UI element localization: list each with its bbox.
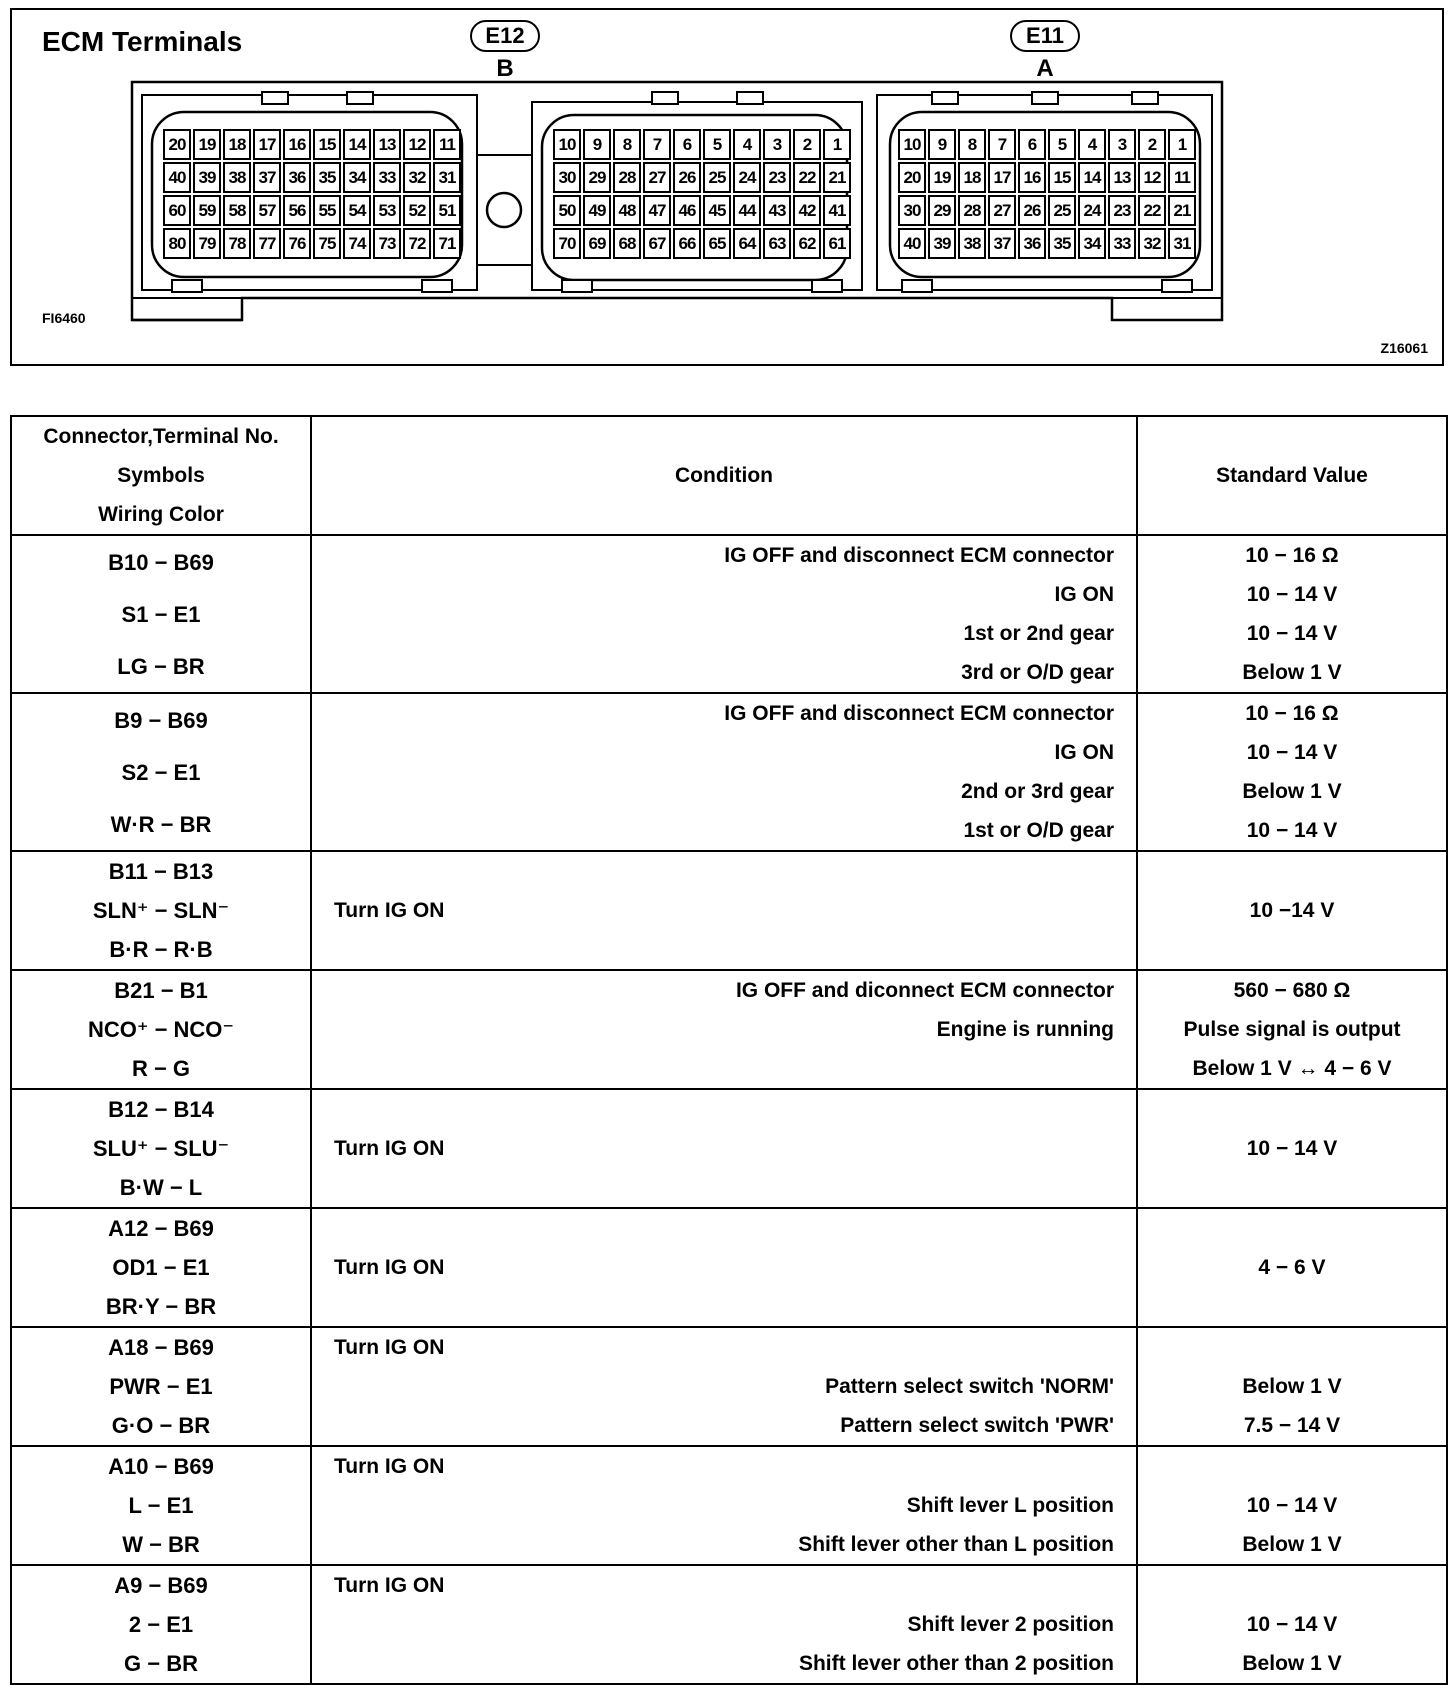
pin-cell: 16 xyxy=(283,129,311,160)
pin-cell: 74 xyxy=(343,228,371,259)
condition-line: IG OFF and disconnect ECM connector xyxy=(724,544,1114,567)
standard-value-cell xyxy=(1137,1446,1447,1565)
standard-value-line: Below 1 V xyxy=(1242,1652,1342,1675)
pin-cell: 79 xyxy=(193,228,221,259)
value-spacer xyxy=(1138,1447,1446,1486)
terminal-line: R − G xyxy=(131,1056,191,1081)
pin-cell: 15 xyxy=(1048,162,1076,193)
pin-cell: 6 xyxy=(673,129,701,160)
pin-cell: 24 xyxy=(1078,195,1106,226)
header-terminal-line1: Connector,Terminal No. xyxy=(43,425,279,448)
pin-cell: 28 xyxy=(613,162,641,193)
standard-value-line: Below 1 V xyxy=(1242,780,1342,803)
terminal-cell xyxy=(11,1208,311,1327)
pin-cell: 3 xyxy=(763,129,791,160)
terminal-line: B21 − B1 xyxy=(114,978,208,1003)
standard-value-line: 10 − 16 Ω xyxy=(1245,544,1339,567)
pin-cell: 39 xyxy=(193,162,221,193)
pin-cell: 43 xyxy=(763,195,791,226)
value-spacer xyxy=(1138,1566,1446,1605)
pin-cell: 7 xyxy=(643,129,671,160)
pin-cell: 28 xyxy=(958,195,986,226)
pin-cell: 24 xyxy=(733,162,761,193)
standard-value-cell xyxy=(1137,851,1447,970)
condition-line: 3rd or O/D gear xyxy=(961,661,1114,684)
pin-cell: 69 xyxy=(583,228,611,259)
condition-cell xyxy=(311,693,1137,851)
standard-value-line: Below 1 V ↔ 4 − 6 V xyxy=(1192,1057,1392,1080)
pin-cell: 49 xyxy=(583,195,611,226)
pin-cell: 5 xyxy=(1048,129,1076,160)
condition-line: 1st or 2nd gear xyxy=(963,622,1114,645)
condition-cell xyxy=(311,851,1137,970)
terminal-line: W·R − BR xyxy=(110,811,212,837)
standard-value-line: Below 1 V xyxy=(1242,1533,1342,1556)
connector-b-letter: B xyxy=(496,55,514,82)
pin-cell: 4 xyxy=(733,129,761,160)
pin-cell: 34 xyxy=(343,162,371,193)
standard-value-line: 10 − 14 V xyxy=(1246,622,1338,645)
diagram-title: ECM Terminals xyxy=(42,26,243,57)
table-row xyxy=(11,970,1447,1089)
pin-cell: 53 xyxy=(373,195,401,226)
pin-cell: 45 xyxy=(703,195,731,226)
condition-line: Shift lever other than 2 position xyxy=(798,1652,1114,1675)
standard-value-line: 10 − 14 V xyxy=(1246,583,1338,606)
pin-cell: 37 xyxy=(988,228,1016,259)
pin-cell: 34 xyxy=(1078,228,1106,259)
pin-cell: 2 xyxy=(1138,129,1166,160)
terminal-cell xyxy=(11,693,311,851)
header-terminal xyxy=(11,416,311,535)
terminal-cell xyxy=(11,535,311,693)
pin-cell: 23 xyxy=(1108,195,1136,226)
terminal-line: OD1 − E1 xyxy=(112,1255,210,1280)
terminal-line: B·W − L xyxy=(119,1175,203,1200)
condition-line: Engine is running xyxy=(936,1018,1114,1041)
standard-value-line: Pulse signal is output xyxy=(1183,1018,1401,1041)
pin-cell: 18 xyxy=(223,129,251,160)
terminal-line: SLN⁺ − SLN⁻ xyxy=(92,898,230,923)
terminal-line: W − BR xyxy=(122,1532,200,1557)
pin-cell: 46 xyxy=(673,195,701,226)
table-row xyxy=(11,1446,1447,1565)
pin-cell: 4 xyxy=(1078,129,1106,160)
ecm-terminal-diagram xyxy=(10,8,1444,366)
pin-cell: 62 xyxy=(793,228,821,259)
terminal-line: B·R − R·B xyxy=(109,937,213,962)
condition-cell xyxy=(311,1446,1137,1565)
pin-cell: 35 xyxy=(313,162,341,193)
condition-line: Pattern select switch 'NORM' xyxy=(825,1375,1114,1398)
condition-head: Turn IG ON xyxy=(334,899,445,922)
terminal-line: S2 − E1 xyxy=(121,759,201,785)
pin-cell: 21 xyxy=(1168,195,1196,226)
pin-cell: 9 xyxy=(928,129,956,160)
standard-value-cell xyxy=(1137,1327,1447,1446)
pin-cell: 68 xyxy=(613,228,641,259)
pin-cell: 19 xyxy=(928,162,956,193)
pin-cell: 32 xyxy=(403,162,431,193)
condition-cell xyxy=(311,535,1137,693)
pin-cell: 31 xyxy=(1168,228,1196,259)
terminal-line: S1 − E1 xyxy=(121,601,201,627)
pin-cell: 40 xyxy=(163,162,191,193)
standard-value-line: 10 − 14 V xyxy=(1246,741,1338,764)
terminal-line: B10 − B69 xyxy=(108,549,214,575)
pin-cell: 12 xyxy=(1138,162,1166,193)
pin-cell: 15 xyxy=(313,129,341,160)
pin-cell: 72 xyxy=(403,228,431,259)
pin-cell: 19 xyxy=(193,129,221,160)
figure-code-right: Z16061 xyxy=(1380,340,1428,356)
condition-cell xyxy=(311,970,1137,1089)
pin-cell: 29 xyxy=(928,195,956,226)
standard-value-line: 560 − 680 Ω xyxy=(1233,979,1351,1002)
pin-cell: 25 xyxy=(1048,195,1076,226)
pin-cell: 67 xyxy=(643,228,671,259)
standard-value-line: 10 − 16 Ω xyxy=(1245,702,1339,725)
pin-cell: 59 xyxy=(193,195,221,226)
figure-code-left: FI6460 xyxy=(42,310,86,326)
terminal-cell xyxy=(11,970,311,1089)
pin-cell: 3 xyxy=(1108,129,1136,160)
pin-cell: 20 xyxy=(163,129,191,160)
pin-cell: 7 xyxy=(988,129,1016,160)
terminal-line: A10 − B69 xyxy=(108,1454,214,1479)
pin-cell: 73 xyxy=(373,228,401,259)
terminal-line: NCO⁺ − NCO⁻ xyxy=(87,1017,235,1042)
pin-cell: 51 xyxy=(433,195,461,226)
standard-value-line: Below 1 V xyxy=(1242,661,1342,684)
terminal-line: B11 − B13 xyxy=(108,859,214,884)
condition-line: 2nd or 3rd gear xyxy=(961,780,1114,803)
pin-cell: 1 xyxy=(1168,129,1196,160)
standard-value-cell xyxy=(1137,1565,1447,1684)
condition-line: IG ON xyxy=(1054,741,1114,764)
pin-cell: 14 xyxy=(1078,162,1106,193)
condition-line: Pattern select switch 'PWR' xyxy=(840,1414,1114,1437)
pin-cell: 31 xyxy=(433,162,461,193)
pin-cell: 44 xyxy=(733,195,761,226)
table-row xyxy=(11,851,1447,970)
pin-cell: 48 xyxy=(613,195,641,226)
terminal-line: SLU⁺ − SLU⁻ xyxy=(92,1136,230,1161)
pin-cell: 16 xyxy=(1018,162,1046,193)
pin-cell: 6 xyxy=(1018,129,1046,160)
table-row xyxy=(11,1208,1447,1327)
header-terminal-line2: Symbols xyxy=(117,464,205,487)
standard-value-line: 4 − 6 V xyxy=(1258,1256,1326,1279)
condition-cell xyxy=(311,1208,1137,1327)
terminal-cell xyxy=(11,1565,311,1684)
pin-cell: 47 xyxy=(643,195,671,226)
pin-cell: 17 xyxy=(253,129,281,160)
pin-cell: 32 xyxy=(1138,228,1166,259)
terminal-line: A9 − B69 xyxy=(114,1573,208,1598)
pin-cell: 42 xyxy=(793,195,821,226)
condition-head: Turn IG ON xyxy=(334,1455,445,1478)
pin-cell: 30 xyxy=(553,162,581,193)
condition-line: IG OFF and disconnect ECM connector xyxy=(724,702,1114,725)
pin-cell: 14 xyxy=(343,129,371,160)
standard-value-cell xyxy=(1137,1208,1447,1327)
pin-cell: 1 xyxy=(823,129,851,160)
terminal-cell xyxy=(11,1446,311,1565)
pin-cell: 8 xyxy=(958,129,986,160)
condition-line: 1st or O/D gear xyxy=(963,819,1114,842)
terminal-line: BR·Y − BR xyxy=(105,1294,217,1319)
pin-cell: 39 xyxy=(928,228,956,259)
pin-cell: 22 xyxy=(793,162,821,193)
pin-cell: 35 xyxy=(1048,228,1076,259)
pin-cell: 54 xyxy=(343,195,371,226)
condition-line: Shift lever 2 position xyxy=(907,1613,1114,1636)
pin-cell: 21 xyxy=(823,162,851,193)
terminal-cell xyxy=(11,1089,311,1208)
pin-cell: 60 xyxy=(163,195,191,226)
condition-cell xyxy=(311,1565,1137,1684)
pin-cell: 71 xyxy=(433,228,461,259)
condition-line: IG OFF and diconnect ECM connector xyxy=(735,979,1114,1002)
pin-cell: 18 xyxy=(958,162,986,193)
standard-value-cell xyxy=(1137,535,1447,693)
pin-cell: 20 xyxy=(898,162,926,193)
ecm-terminal-table xyxy=(10,415,1448,1685)
pin-cell: 9 xyxy=(583,129,611,160)
table-row xyxy=(11,693,1447,851)
standard-value-line: 10 − 14 V xyxy=(1246,1613,1338,1636)
pin-cell: 26 xyxy=(673,162,701,193)
connector-b-pins-right xyxy=(552,128,852,260)
condition-line: Shift lever other than L position xyxy=(798,1533,1114,1556)
header-standard-value: Standard Value xyxy=(1137,416,1447,535)
pin-cell: 57 xyxy=(253,195,281,226)
condition-head: Turn IG ON xyxy=(334,1256,445,1279)
header-condition: Condition xyxy=(311,416,1137,535)
terminal-line: 2 − E1 xyxy=(128,1612,194,1637)
terminal-line: PWR − E1 xyxy=(109,1374,213,1399)
pin-cell: 80 xyxy=(163,228,191,259)
table-row xyxy=(11,1089,1447,1208)
pin-cell: 37 xyxy=(253,162,281,193)
header-terminal-line3: Wiring Color xyxy=(98,503,224,526)
condition-cell xyxy=(311,1089,1137,1208)
pin-cell: 75 xyxy=(313,228,341,259)
terminal-line: A12 − B69 xyxy=(108,1216,214,1241)
pin-cell: 27 xyxy=(643,162,671,193)
standard-value-line: 7.5 − 14 V xyxy=(1243,1414,1341,1437)
table-header-row xyxy=(11,416,1447,535)
pin-cell: 27 xyxy=(988,195,1016,226)
condition-spacer xyxy=(312,1049,1136,1088)
terminal-line: LG − BR xyxy=(117,653,205,679)
terminal-line: B12 − B14 xyxy=(108,1097,214,1122)
pin-cell: 40 xyxy=(898,228,926,259)
standard-value-line: 10 − 14 V xyxy=(1246,1494,1338,1517)
pin-cell: 12 xyxy=(403,129,431,160)
pin-cell: 65 xyxy=(703,228,731,259)
pin-cell: 66 xyxy=(673,228,701,259)
standard-value-line: 10 −14 V xyxy=(1249,899,1335,922)
pin-cell: 13 xyxy=(373,129,401,160)
condition-line: Shift lever L position xyxy=(906,1494,1114,1517)
pin-cell: 52 xyxy=(403,195,431,226)
pin-cell: 26 xyxy=(1018,195,1046,226)
table-row xyxy=(11,1565,1447,1684)
condition-line: IG ON xyxy=(1054,583,1114,606)
pin-cell: 11 xyxy=(433,129,461,160)
pin-cell: 36 xyxy=(283,162,311,193)
terminal-line: B9 − B69 xyxy=(114,707,208,733)
pin-cell: 13 xyxy=(1108,162,1136,193)
pin-cell: 55 xyxy=(313,195,341,226)
pin-cell: 38 xyxy=(223,162,251,193)
pin-cell: 5 xyxy=(703,129,731,160)
pin-cell: 33 xyxy=(373,162,401,193)
connector-b-pins-left xyxy=(162,128,462,260)
condition-head: Turn IG ON xyxy=(334,1336,445,1359)
pin-cell: 36 xyxy=(1018,228,1046,259)
pin-cell: 11 xyxy=(1168,162,1196,193)
connector-e12-label: E12 xyxy=(470,20,540,52)
pin-cell: 61 xyxy=(823,228,851,259)
standard-value-line: Below 1 V xyxy=(1242,1375,1342,1398)
pin-cell: 76 xyxy=(283,228,311,259)
pin-cell: 22 xyxy=(1138,195,1166,226)
pin-cell: 23 xyxy=(763,162,791,193)
terminal-cell xyxy=(11,851,311,970)
pin-cell: 56 xyxy=(283,195,311,226)
pin-cell: 64 xyxy=(733,228,761,259)
standard-value-cell xyxy=(1137,693,1447,851)
pin-cell: 41 xyxy=(823,195,851,226)
pin-cell: 78 xyxy=(223,228,251,259)
connector-a-pins xyxy=(897,128,1197,260)
pin-cell: 33 xyxy=(1108,228,1136,259)
condition-cell xyxy=(311,1327,1137,1446)
standard-value-line: 10 − 14 V xyxy=(1246,1137,1338,1160)
terminal-line: G − BR xyxy=(124,1651,198,1676)
terminal-cell xyxy=(11,1327,311,1446)
terminal-line: A18 − B69 xyxy=(108,1335,214,1360)
pin-cell: 29 xyxy=(583,162,611,193)
pin-cell: 58 xyxy=(223,195,251,226)
pin-cell: 17 xyxy=(988,162,1016,193)
pin-cell: 30 xyxy=(898,195,926,226)
pin-cell: 38 xyxy=(958,228,986,259)
terminal-line: L − E1 xyxy=(128,1493,194,1518)
standard-value-line: 10 − 14 V xyxy=(1246,819,1338,842)
pin-cell: 63 xyxy=(763,228,791,259)
connector-e11-label: E11 xyxy=(1010,20,1080,52)
standard-value-cell xyxy=(1137,1089,1447,1208)
pin-cell: 10 xyxy=(898,129,926,160)
pin-cell: 8 xyxy=(613,129,641,160)
terminal-line: G·O − BR xyxy=(111,1413,211,1438)
connector-a-letter: A xyxy=(1036,55,1054,82)
pin-cell: 2 xyxy=(793,129,821,160)
pin-cell: 70 xyxy=(553,228,581,259)
pin-cell: 77 xyxy=(253,228,281,259)
standard-value-cell xyxy=(1137,970,1447,1089)
condition-head: Turn IG ON xyxy=(334,1574,445,1597)
table-row xyxy=(11,1327,1447,1446)
table-row xyxy=(11,535,1447,693)
pin-cell: 25 xyxy=(703,162,731,193)
pin-cell: 10 xyxy=(553,129,581,160)
condition-head: Turn IG ON xyxy=(334,1137,445,1160)
pin-cell: 50 xyxy=(553,195,581,226)
value-spacer xyxy=(1138,1328,1446,1367)
